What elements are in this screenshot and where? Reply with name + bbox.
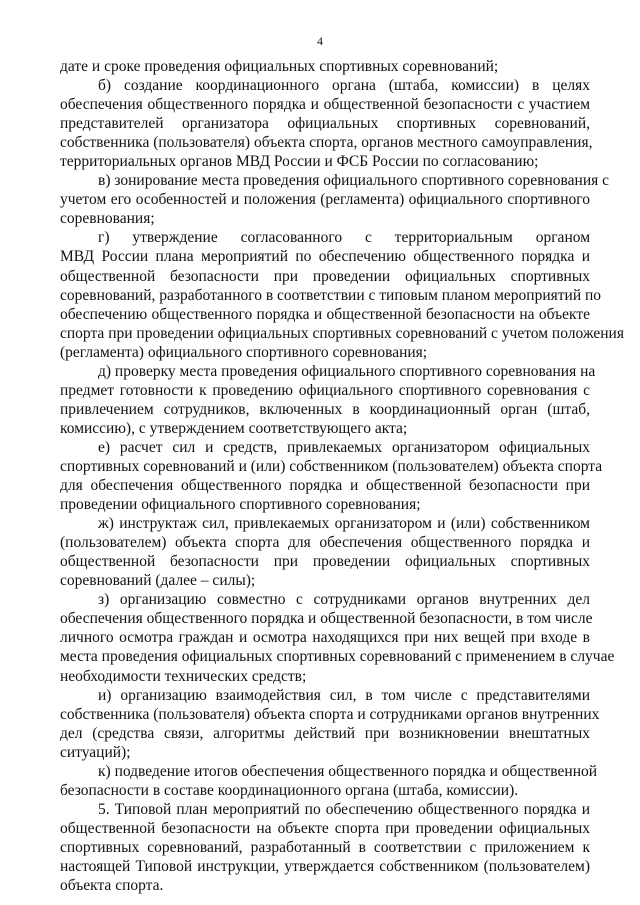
text-line: обеспечения общественного порядка и общественной безопасности с участием [60, 96, 590, 114]
text-line: (регламента) официального спортивного соревнования; [60, 343, 428, 361]
text-line: е) расчет сил и средств, привлекаемых организатором официальных [98, 438, 590, 456]
text-line: ситуаций); [60, 743, 131, 761]
text-line: учетом его особенностей и положения (регламента) официального спортивного [60, 191, 590, 209]
text-line: ж) инструктаж сил, привлекаемых организатором и (или) собственником [98, 515, 590, 533]
text-line: спортивных соревнований, разработанный в соответствии с приложением к [60, 838, 590, 856]
text-line: дате и сроке проведения официальных спортивных соревнований; [60, 58, 499, 75]
text-line: комиссию), с утверждением соответствующего акта; [60, 419, 408, 437]
text-line: места проведения официальных спортивных соревнований с применением в случае [60, 648, 615, 666]
text-line: общественной безопасности на объекте спорта при проведении официальных [60, 819, 590, 837]
document-body [60, 57, 624, 895]
text-line: обеспечения общественного порядка и общественной безопасности, в том числе [60, 610, 593, 628]
text-line: спорта при проведении официальных спортивных соревнований с учетом положения [60, 324, 624, 342]
text-line: 5. Типовой план мероприятий по обеспечению общественного порядка и [98, 800, 590, 818]
text-line: настоящей Типовой инструкции, утверждается собственником (пользователем) [60, 857, 590, 875]
text-line: личного осмотра граждан и осмотра находящихся при них вещей при входе в [60, 629, 590, 647]
text-line: спортивных соревнований и (или) собственником (пользователем) объекта спорта [60, 457, 603, 475]
text-line: дел (средства связи, алгоритмы действий при возникновении внештатных [60, 724, 590, 742]
page-number: 4 [317, 34, 323, 48]
text-line: д) проверку места проведения официального спортивного соревнования на [98, 362, 596, 380]
text-line: обеспечению общественного порядка и общественной безопасности на объекте [60, 305, 590, 323]
text-line: соревнований, разработанного в соответствии с типовым планом мероприятий по [60, 286, 602, 304]
text-line: представителей организатора официальных спортивных соревнований, [60, 115, 590, 133]
text-line: проведении официального спортивного соревнования; [60, 496, 421, 514]
text-line: соревнований (далее – силы); [60, 572, 256, 590]
text-line: МВД России плана мероприятий по обеспечению общественного порядка и [60, 248, 590, 266]
text-line: предмет готовности к проведению официального спортивного соревнования с [60, 381, 590, 399]
text-line: б) создание координационного органа (штаба, комиссии) в целях [98, 77, 590, 95]
text-line: безопасности в составе координационного органа (штаба, комиссии). [60, 781, 519, 799]
text-line: объекта спорта. [60, 877, 164, 895]
text-line: привлечением сотрудников, включенных в координационный орган (штаб, [60, 400, 590, 418]
text-line: территориальных органов МВД России и ФСБ России по согласованию; [60, 153, 539, 171]
text-line: общественной безопасности при проведении официальных спортивных [60, 553, 590, 571]
text-line: з) организацию совместно с сотрудниками органов внутренних дел [98, 591, 590, 609]
text-line: общественной безопасности при проведении официальных спортивных [60, 267, 590, 285]
text-line: (пользователем) объекта спорта для обеспечения общественного порядка и [60, 534, 590, 552]
text-line: к) подведение итогов обеспечения общественного порядка и общественной [98, 762, 598, 780]
text-line: соревнования; [60, 210, 155, 228]
text-line: собственника (пользователя) объекта спорта, органов местного самоуправления, [60, 134, 593, 152]
text-line: необходимости технических средств; [60, 667, 307, 685]
text-line: собственника (пользователя) объекта спорта и сотрудниками органов внутренних [60, 705, 600, 723]
text-line: для обеспечения общественного порядка и общественной безопасности при [60, 477, 590, 495]
text-line: г) утверждение согласованного с территориальным органом [98, 229, 590, 247]
text-line: в) зонирование места проведения официального спортивного соревнования с [98, 172, 610, 190]
text-line: и) организацию взаимодействия сил, в том числе с представителями [98, 686, 590, 704]
